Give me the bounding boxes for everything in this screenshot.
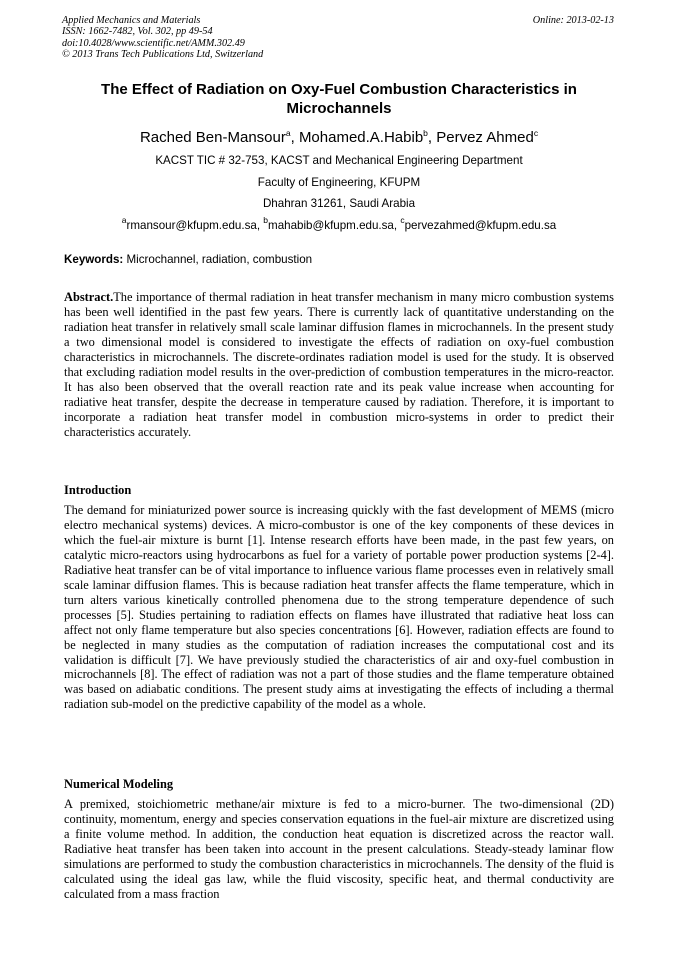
author-separator: ,: [427, 129, 437, 146]
email-separator: ,: [393, 219, 401, 232]
email-address: rmansour@kfupm.edu.sa: [126, 219, 257, 232]
author-separator: ,: [290, 129, 299, 146]
numerical-modeling-heading: Numerical Modeling: [64, 777, 174, 791]
email-mark: c: [400, 215, 405, 225]
numerical-modeling-paragraph: A premixed, stoichiometric methane/air mixture is fed to a micro-burner. The two-dimensional (2D) continuity, momentum, energy and species conservation equations in the fuel-air mixture are discretized using a finite volume method. In addition, the conduction heat equation is discretized across the reactor wall. Radiative heat transfer has been taken into account in the present calculations. Steady-steady laminar flow simulations are performed to study the combustion characteristics in microchannels. The density of the fluid is calculated using the ideal gas law, while the fluid viscosity, specific heat, and thermal conductivity are calculated from a mass fraction: [64, 797, 614, 901]
keywords-text: Microchannel, radiation, combustion: [123, 253, 313, 266]
copyright-line: © 2013 Trans Tech Publications Ltd, Switzerland: [62, 49, 264, 61]
author-list: [64, 128, 614, 147]
author-emails: [64, 215, 614, 233]
online-date: Online: 2013-02-13: [532, 15, 614, 26]
email-address: mahabib@kfupm.edu.sa: [268, 219, 394, 232]
author-name: Mohamed.A.Habib: [298, 129, 424, 146]
author-mark: a: [285, 128, 291, 138]
doi-line: doi:10.4028/www.scientific.net/AMM.302.49: [62, 37, 245, 49]
introduction-heading: Introduction: [64, 483, 132, 497]
keywords-label: Keywords:: [64, 253, 124, 266]
journal-name: Applied Mechanics and Materials: [62, 15, 201, 26]
issn-line: ISSN: 1662-7482, Vol. 302, pp 49-54: [62, 26, 213, 38]
abstract-text: The importance of thermal radiation in heat transfer mechanism in many micro combustion systems has been well identified in the past few years. There is currently lack of quantitative understanding on the radiation heat transfer in relatively small scale laminar diffusion flames in microchannels. In the present study a two dimensional model is considered to investigate the effects of radiation on oxy-fuel combustion characteristics in microchannels. The discrete-ordinates radiation model is used for the study. It is observed that excluding radiation model results in the over-prediction of combustion temperatures in the micro-reactor. It has also been observed that the overall reaction rate and its peak value increase when accounting for radiative heat transfer, despite the decrease in temperature caused by radiation. Therefore, it is important to incorporate a radiation heat transfer model in combustion micro-systems in order to predict their characteristics accurately.: [64, 290, 614, 439]
email-address: pervezahmed@kfupm.edu.sa: [404, 219, 557, 232]
author-name: Pervez Ahmed: [436, 129, 534, 146]
author-mark: b: [423, 128, 428, 138]
abstract-label: Abstract.: [64, 290, 114, 304]
abstract-paragraph: [64, 290, 614, 440]
affiliation-line-3: Dhahran 31261, Saudi Arabia: [262, 197, 416, 210]
author-name: Rached Ben-Mansour: [139, 129, 286, 146]
affiliation-line-1: KACST TIC # 32-753, KACST and Mechanical Engineering Department: [155, 154, 523, 167]
email-mark: b: [263, 215, 269, 225]
introduction-paragraph: The demand for miniaturized power source is increasing quickly with the fast development of MEMS (micro electro mechanical systems) devices. A micro-combustor is one of the key components of these devices in which the fuel-air mixture is burnt [1]. Intense research efforts have been made, in the past few years, on catalytic micro-reactors using hydrocarbons as fuel for a variety of portable power production systems [2-4]. Radiative heat transfer can be of vital importance to influence various flame processes even in relatively small scale laminar diffusion flames. This is because radiation heat transfer affects the flame temperature, which in turn alters various kinetically controlled phenomena due to the strong temperature dependence of such processes [5]. Studies pertaining to radiation effects on flames have illustrated that radiative heat loss can affect not only flame temperature but also species concentrations [6]. However, radiation effects are found to be neglected in many studies as the computation of radiation increases the computational cost and its validation is difficult [7]. We have previously studied the characteristics of air and oxy-fuel combustion in microchannels [8]. The effect of radiation was not a part of those studies and the flame temperature obtained was based on adiabatic conditions. The present study aims at investigating the effects of including a thermal radiation sub-model on the predictive capability of the model as a whole.: [64, 503, 614, 712]
email-mark: a: [121, 215, 127, 225]
author-mark: c: [533, 128, 539, 138]
affiliation-line-2: Faculty of Engineering, KFUPM: [257, 176, 421, 189]
journal-info: [62, 15, 263, 61]
keywords-line: [64, 253, 312, 267]
email-separator: ,: [256, 219, 264, 232]
paper-title: The Effect of Radiation on Oxy-Fuel Combustion Characteristics in Microchannels: [101, 81, 577, 117]
